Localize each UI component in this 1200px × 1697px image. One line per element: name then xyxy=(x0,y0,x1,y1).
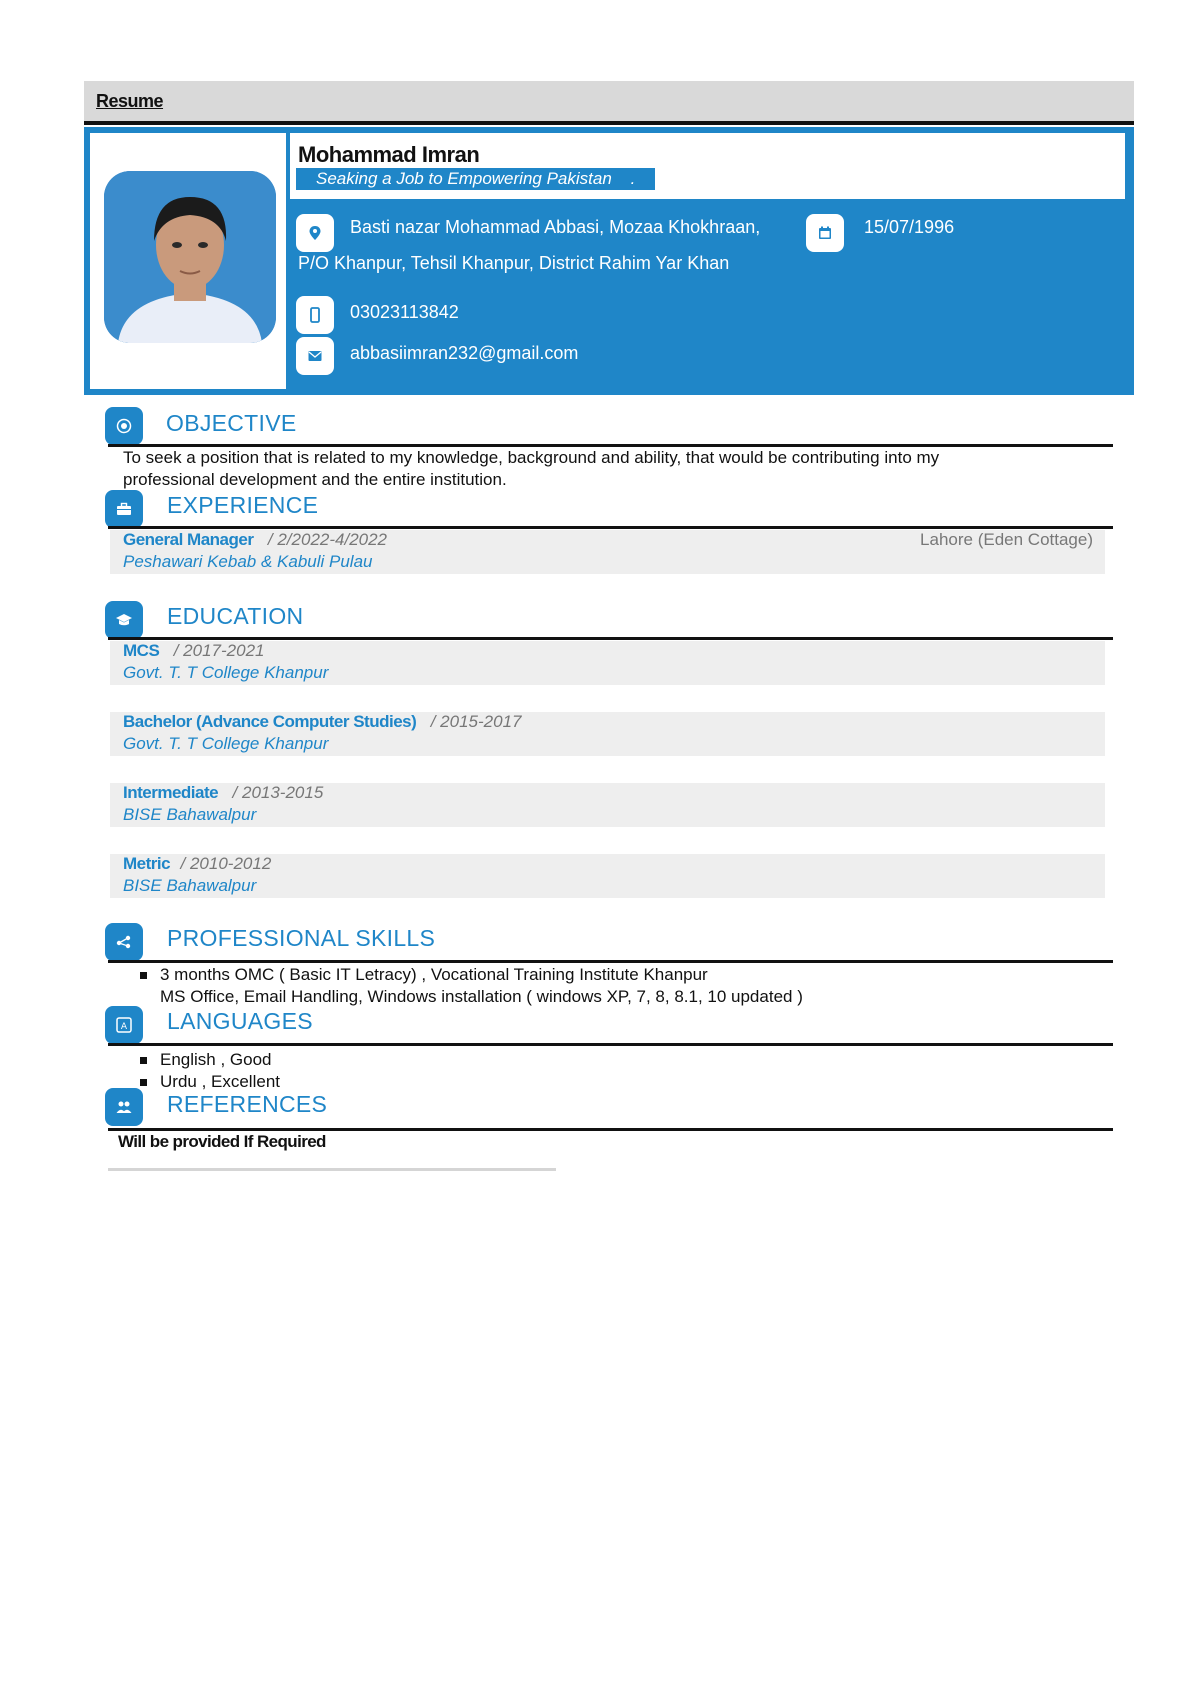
language-icon xyxy=(105,1006,143,1044)
education-entry-heading xyxy=(123,641,264,661)
svg-text:A: A xyxy=(120,1022,128,1032)
section-title-experience: EXPERIENCE xyxy=(167,492,319,518)
language-item: Urdu , Excellent xyxy=(160,1072,280,1091)
list-bullet xyxy=(140,972,147,979)
section-title-skills: PROFESSIONAL SKILLS xyxy=(167,925,436,951)
users-icon xyxy=(105,1088,143,1126)
education-entry-heading xyxy=(123,854,271,874)
experience-role: General Manager xyxy=(123,530,254,549)
date-of-birth: 15/07/1996 xyxy=(864,217,955,237)
education-entry-heading xyxy=(123,712,521,732)
resume-title-bar xyxy=(84,81,1134,125)
profile-photo xyxy=(104,171,276,343)
experience-dates: / 2/2022-4/2022 xyxy=(267,530,388,549)
education-institute: Govt. T. T College Khanpur xyxy=(123,734,329,753)
section-divider xyxy=(108,1043,1113,1046)
email-address: abbasiimran232@gmail.com xyxy=(350,343,579,363)
section-title-references: REFERENCES xyxy=(167,1091,328,1117)
calendar-icon xyxy=(806,214,844,252)
list-bullet xyxy=(140,1079,147,1086)
envelope-icon xyxy=(296,337,334,375)
references-text: Will be provided If Required xyxy=(118,1132,326,1151)
share-icon xyxy=(105,923,143,961)
objective-line-2: professional development and the entire institution. xyxy=(123,470,507,489)
address-line-2: P/O Khanpur, Tehsil Khanpur, District Rahim Yar Khan xyxy=(298,253,730,273)
education-institute: Govt. T. T College Khanpur xyxy=(123,663,329,682)
education-institute: BISE Bahawalpur xyxy=(123,876,257,895)
resume-title: Resume xyxy=(96,91,164,111)
section-title-education: EDUCATION xyxy=(167,603,304,629)
education-dates: / 2010-2012 xyxy=(180,854,272,873)
education-degree: MCS xyxy=(123,641,160,660)
list-bullet xyxy=(140,1057,147,1064)
skill-item-continued: MS Office, Email Handling, Windows installation ( windows XP, 7, 8, 8.1, 10 updated ) xyxy=(160,987,803,1006)
phone-icon xyxy=(296,296,334,334)
address-line-1: Basti nazar Mohammad Abbasi, Mozaa Khokhraan, xyxy=(350,217,761,237)
education-degree: Bachelor (Advance Computer Studies) xyxy=(123,712,417,731)
candidate-name: Mohammad Imran xyxy=(298,142,480,167)
education-dates: / 2015-2017 xyxy=(430,712,522,731)
briefcase-icon xyxy=(105,490,143,528)
experience-location: Lahore (Eden Cottage) xyxy=(920,530,1093,549)
education-institute: BISE Bahawalpur xyxy=(123,805,257,824)
section-divider xyxy=(108,637,1113,640)
section-title-languages: LANGUAGES xyxy=(167,1008,313,1034)
objective-line-1: To seek a position that is related to my knowledge, background and ability, that would be contributing into my xyxy=(123,448,940,467)
education-degree: Intermediate xyxy=(123,783,219,802)
section-title-objective: OBJECTIVE xyxy=(166,410,297,436)
experience-organization: Peshawari Kebab & Kabuli Pulau xyxy=(123,552,373,571)
graduation-cap-icon xyxy=(105,601,143,639)
map-pin-icon xyxy=(296,214,334,252)
target-icon xyxy=(105,407,143,445)
education-entry-heading xyxy=(123,783,323,803)
education-dates: / 2013-2015 xyxy=(232,783,324,802)
section-divider xyxy=(108,1128,1113,1131)
section-divider xyxy=(108,526,1113,529)
phone-number: 03023113842 xyxy=(350,302,459,322)
education-dates: / 2017-2021 xyxy=(173,641,265,660)
candidate-tagline: Seaking a Job to Empowering Pakistan . xyxy=(296,168,655,190)
footer-divider xyxy=(108,1168,556,1171)
experience-entry-heading xyxy=(123,530,387,550)
education-degree: Metric xyxy=(123,854,171,873)
section-divider xyxy=(108,960,1113,963)
language-item: English , Good xyxy=(160,1050,272,1069)
skill-item: 3 months OMC ( Basic IT Letracy) , Vocational Training Institute Khanpur xyxy=(160,965,708,984)
